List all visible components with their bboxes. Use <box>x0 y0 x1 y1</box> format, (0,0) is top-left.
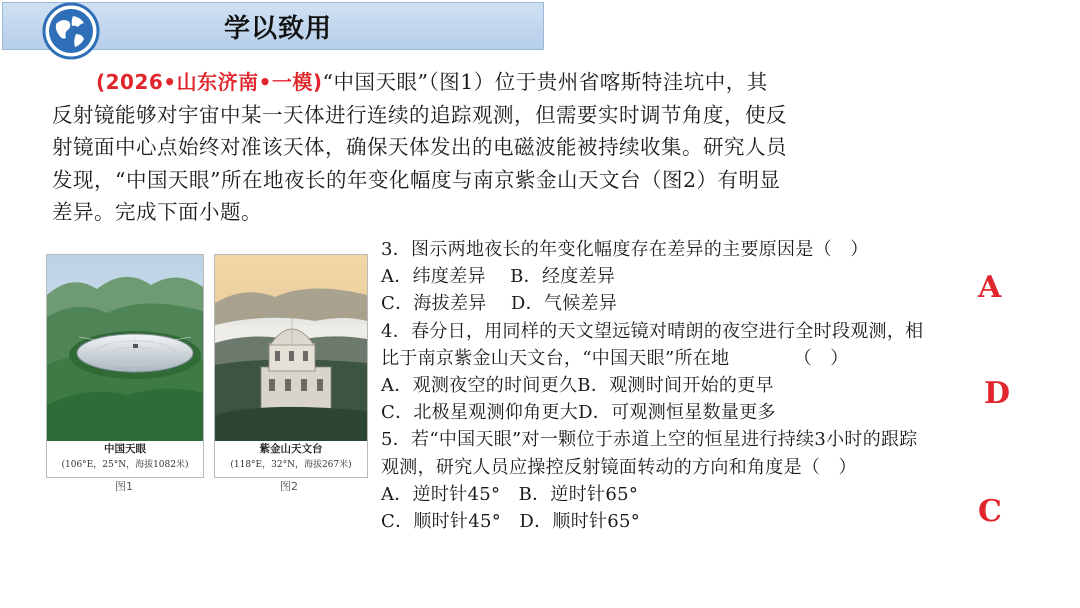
passage-line-2: 反射镜能够对宇宙中某一天体进行连续的追踪观测，但需要实时调节角度，使反 <box>52 102 787 127</box>
answer-q3: A <box>978 270 1002 305</box>
q4-options-row-2: C．北极星观测仰角更大D．可观测恒星数量更多 <box>381 402 776 424</box>
questions <box>381 236 1071 535</box>
q5-options-row-2: C．顺时针45° D．顺时针65° <box>381 511 641 533</box>
observatory-image <box>215 255 367 441</box>
fig1-name: 中国天眼 <box>104 443 146 455</box>
q4-options-row-1: A．观测夜空的时间更久B．观测时间开始的更早 <box>381 375 774 397</box>
banner-title: 学以致用 <box>224 14 333 44</box>
q4-stem-line-1: 4．春分日，用同样的天文望远镜对晴朗的夜空进行全时段观测，相 <box>381 320 924 342</box>
observatory-photo <box>214 254 368 478</box>
fig2-label: 图2 <box>280 480 298 493</box>
passage-line-4: 发现，“中国天眼”所在地夜长的年变化幅度与南京紫金山天文台（图2）有明显 <box>52 167 781 192</box>
fast-telescope-photo <box>46 254 204 478</box>
fig1-info: (106°E，25°N，海拔1082米) <box>61 460 189 470</box>
passage-line-3: 射镜面中心点始终对准该天体，确保天体发出的电磁波能被持续收集。研究人员 <box>52 135 787 159</box>
fast-telescope-image <box>47 255 203 441</box>
fig1-label: 图1 <box>115 480 133 493</box>
answer-q5: C <box>978 494 1002 529</box>
source-tag: (2026•山东济南•一模) <box>96 70 323 94</box>
q5-stem-line-1: 5．若“中国天眼”对一颗位于赤道上空的恒星进行持续3小时的跟踪 <box>381 429 918 451</box>
passage <box>52 66 1027 229</box>
answer-q4: D <box>984 376 1011 411</box>
fig2-name: 紫金山天文台 <box>259 443 323 455</box>
q4-stem-line-2: 比于南京紫金山天文台，“中国天眼”所在地 （ ） <box>381 347 849 369</box>
fig2-info: (118°E，32°N，海拔267米) <box>230 460 352 470</box>
q5-options-row-1: A．逆时针45° B．逆时针65° <box>381 483 639 505</box>
q3-stem: 3．图示两地夜长的年变化幅度存在差异的主要原因是（ ） <box>381 239 869 260</box>
q3-options-row-2: C．海拔差异 D．气候差异 <box>381 293 618 315</box>
passage-line-1: (2026•山东济南•一模)“中国天眼”（图1）位于贵州省喀斯特洼坑中，其 <box>96 70 768 94</box>
passage-line-5: 差异。完成下面小题。 <box>52 200 262 224</box>
globe-icon <box>42 2 100 60</box>
q3-options-row-1: A．纬度差异 B．经度差异 <box>381 266 616 288</box>
q5-stem-line-2: 观测，研究人员应操控反射镜面转动的方向和角度是（ ） <box>381 456 857 478</box>
